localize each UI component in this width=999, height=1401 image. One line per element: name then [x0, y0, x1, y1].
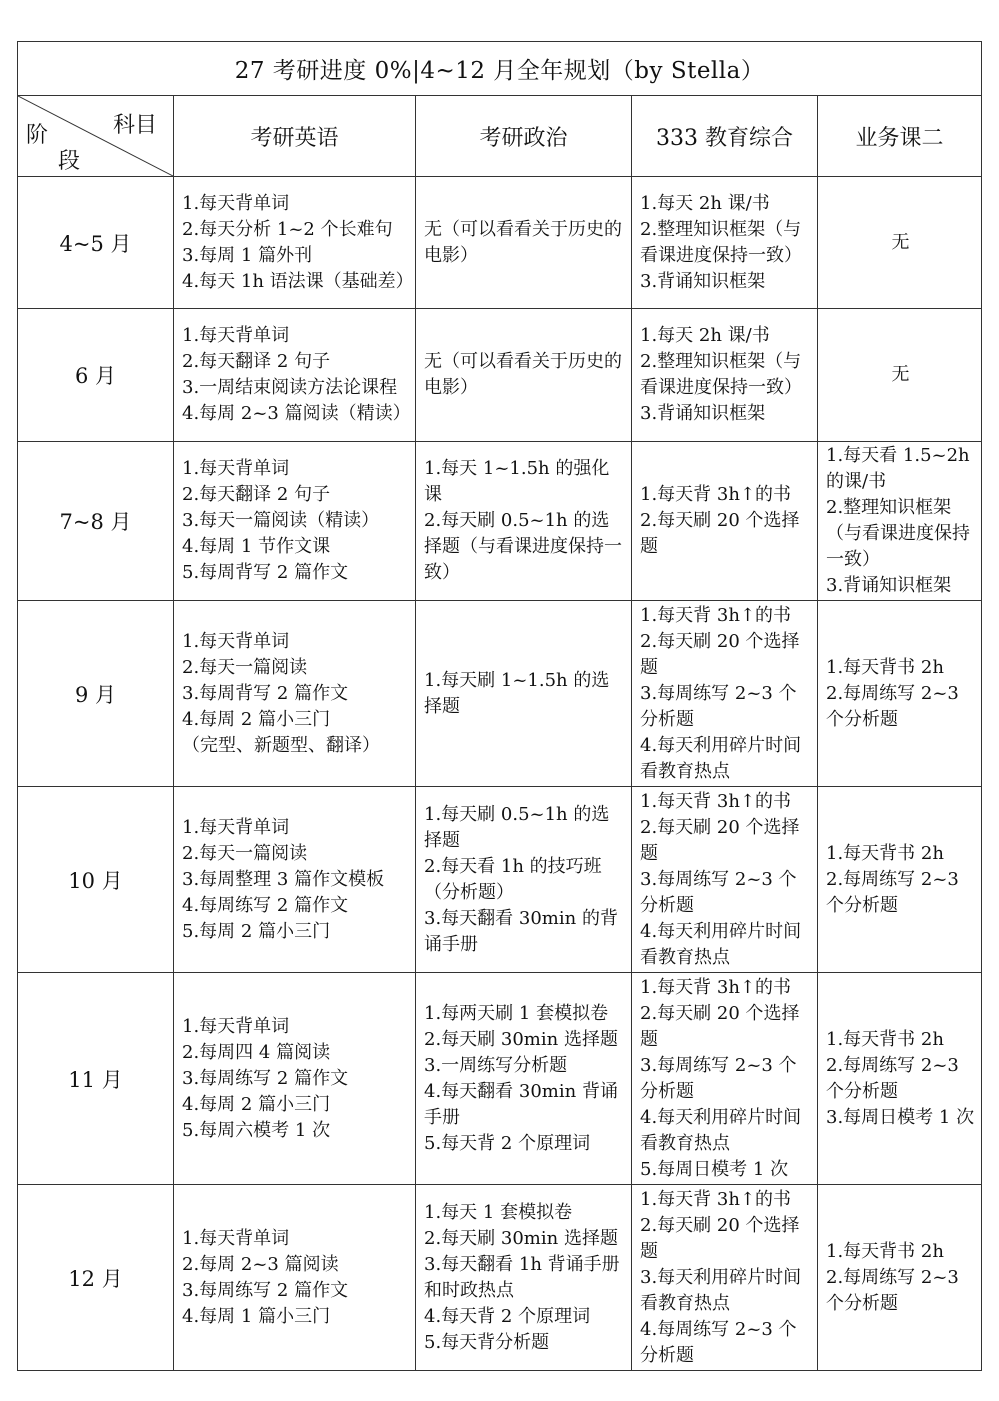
plan-item: 3.每周练写 2 篇作文 [182, 1279, 349, 1301]
plan-item: 无 [891, 364, 910, 385]
plan-item: 4.每周练写 2~3 个分析题 [640, 1318, 797, 1366]
month-row [18, 601, 982, 787]
plan-item: 无（可以看看关于历史的电影） [424, 351, 622, 398]
plan-item: 2.每周练写 2~3 个分析题 [826, 1054, 959, 1102]
subject-header-education-333: 333 教育综合 [632, 96, 818, 177]
subject-header-specialty-2: 业务课二 [818, 96, 982, 177]
month-row [18, 442, 982, 601]
plan-item: 4.每天翻看 30min 背诵手册 [424, 1080, 618, 1128]
plan-item: 4.每周 2~3 篇阅读（精读） [182, 403, 411, 424]
plan-cell-education-333 [632, 442, 818, 601]
plan-item: 1.每天背书 2h [826, 1028, 944, 1050]
plan-item: 2.每天刷 20 个选择题 [640, 630, 800, 678]
corner-header-cell [18, 96, 174, 177]
plan-item: 1.每天背 3h↑的书 [640, 976, 792, 998]
plan-item: 2.每天刷 0.5~1h 的选择题（与看课进度保持一致） [424, 510, 622, 583]
plan-item: 2.每天一篇阅读 [182, 656, 308, 678]
plan-item: 3.每周练写 2~3 个分析题 [640, 1054, 797, 1102]
plan-cell-specialty-2 [818, 973, 982, 1185]
plan-item: 4.每天 1h 语法课（基础差） [182, 270, 414, 292]
plan-item: 3.背诵知识框架 [640, 270, 766, 292]
plan-item: 1.每天背单词 [182, 458, 290, 479]
plan-item: 1.每天背单词 [182, 192, 290, 214]
plan-cell-politics [416, 1185, 632, 1371]
plan-cell-politics [416, 973, 632, 1185]
plan-item: 5.每天背 2 个原理词 [424, 1132, 591, 1154]
month-row [18, 177, 982, 309]
plan-cell-specialty-2 [818, 787, 982, 973]
plan-item: 3.背诵知识框架 [826, 575, 952, 596]
plan-item: 2.每天刷 30min 选择题 [424, 1227, 618, 1249]
subject-header-politics: 考研政治 [416, 96, 632, 177]
plan-item: 5.每周 2 篇小三门 [182, 920, 331, 942]
plan-cell-specialty-2 [818, 177, 982, 309]
plan-cell-english [174, 1185, 416, 1371]
plan-cell-specialty-2 [818, 309, 982, 442]
plan-item: 1.每天背单词 [182, 325, 290, 346]
plan-item: 2.每天刷 20 个选择题 [640, 1002, 800, 1050]
plan-item: 3.每周练写 2~3 个分析题 [640, 682, 797, 730]
plan-cell-education-333 [632, 973, 818, 1185]
plan-item: 1.每天看 1.5~2h 的课/书 [826, 445, 970, 492]
plan-item: 2.每周练写 2~3 个分析题 [826, 682, 959, 730]
plan-cell-english [174, 442, 416, 601]
plan-item: 1.每天背书 2h [826, 656, 944, 678]
plan-item: 1.每天背 3h↑的书 [640, 790, 792, 812]
plan-item: 1.每天背单词 [182, 816, 290, 838]
plan-item: 3.每天翻看 30min 的背诵手册 [424, 907, 618, 955]
plan-item: 3.每周练写 2 篇作文 [182, 1067, 349, 1089]
month-row [18, 787, 982, 973]
plan-item: 1.每天背单词 [182, 1227, 290, 1249]
plan-item: 1.每天 1~1.5h 的强化课 [424, 458, 610, 505]
plan-cell-politics [416, 787, 632, 973]
plan-cell-specialty-2 [818, 1185, 982, 1371]
plan-item: 1.每天 2h 课/书 [640, 325, 770, 346]
plan-item: 2.每天刷 20 个选择题 [640, 816, 800, 864]
plan-item: 2.整理知识框架（与看课进度保持一致） [640, 218, 802, 266]
corner-stage-label-char-2: 段 [58, 149, 81, 174]
stage-label: 11 月 [18, 973, 174, 1185]
plan-item: 2.每天翻译 2 句子 [182, 484, 331, 505]
plan-cell-politics [416, 601, 632, 787]
plan-item: 3.每天利用碎片时间看教育热点 [640, 1266, 802, 1314]
plan-item: 1.每天背书 2h [826, 1240, 944, 1262]
month-row [18, 309, 982, 442]
plan-item: 5.每天背分析题 [424, 1331, 550, 1353]
corner-subject-label: 科目 [112, 113, 157, 138]
plan-item: 4.每天利用碎片时间看教育热点 [640, 734, 802, 782]
plan-cell-education-333 [632, 787, 818, 973]
plan-item: 1.每天刷 1~1.5h 的选择题 [424, 669, 610, 717]
plan-item: 2.每天刷 20 个选择题 [640, 1214, 800, 1262]
plan-cell-education-333 [632, 177, 818, 309]
plan-cell-politics [416, 309, 632, 442]
plan-item: 3.一周练写分析题 [424, 1054, 568, 1076]
plan-item: 3.每周练写 2~3 个分析题 [640, 868, 797, 916]
plan-cell-english [174, 787, 416, 973]
plan-item: 1.每天 1 套模拟卷 [424, 1201, 573, 1223]
plan-cell-education-333 [632, 1185, 818, 1371]
subject-header-english: 考研英语 [174, 96, 416, 177]
stage-label: 9 月 [18, 601, 174, 787]
plan-cell-education-333 [632, 309, 818, 442]
stage-label: 12 月 [18, 1185, 174, 1371]
corner-stage-label-char-1: 阶 [26, 123, 49, 148]
plan-item: 2.每天看 1h 的技巧班（分析题） [424, 855, 602, 903]
stage-label: 4~5 月 [18, 177, 174, 309]
plan-cell-english [174, 601, 416, 787]
plan-item: 无 [891, 231, 910, 253]
plan-item: 2.每天刷 30min 选择题 [424, 1028, 618, 1050]
plan-cell-specialty-2 [818, 601, 982, 787]
stage-label: 7~8 月 [18, 442, 174, 601]
plan-item: 1.每天背书 2h [826, 842, 944, 864]
plan-cell-english [174, 309, 416, 442]
plan-item: 1.每天背 3h↑的书 [640, 484, 792, 505]
plan-item: 1.每天刷 0.5~1h 的选择题 [424, 803, 610, 851]
plan-item: 4.每周 2 篇小三门 [182, 708, 331, 730]
plan-item: 5.每周背写 2 篇作文 [182, 562, 349, 583]
plan-cell-english [174, 177, 416, 309]
stage-label: 6 月 [18, 309, 174, 442]
plan-item: 5.每周六模考 1 次 [182, 1119, 331, 1141]
plan-item: 2.每周练写 2~3 个分析题 [826, 868, 959, 916]
plan-item: 2.每天翻译 2 句子 [182, 351, 331, 372]
plan-cell-specialty-2 [818, 442, 982, 601]
plan-item: 1.每天背 3h↑的书 [640, 604, 792, 626]
table-title: 27 考研进度 0%|4~12 月全年规划（by Stella） [18, 42, 982, 96]
header-row [18, 96, 982, 177]
plan-item: 3.每周整理 3 篇作文模板 [182, 868, 385, 890]
plan-item: 2.整理知识框架（与看课进度保持一致） [640, 351, 802, 398]
plan-cell-politics [416, 442, 632, 601]
plan-item: 4.每周练写 2 篇作文 [182, 894, 349, 916]
plan-item: 3.每周背写 2 篇作文 [182, 682, 349, 704]
plan-item: 1.每天背单词 [182, 1015, 290, 1037]
plan-item: 1.每天 2h 课/书 [640, 192, 770, 214]
plan-item: 1.每天背 3h↑的书 [640, 1188, 792, 1210]
plan-cell-english [174, 973, 416, 1185]
stage-label: 10 月 [18, 787, 174, 973]
plan-item: 4.每天利用碎片时间看教育热点 [640, 1106, 802, 1154]
plan-item: 2.每天分析 1~2 个长难句 [182, 218, 393, 240]
plan-item: 3.一周结束阅读方法论课程 [182, 377, 398, 398]
plan-item: 3.每天翻看 1h 背诵手册和时政热点 [424, 1253, 620, 1301]
plan-item: 2.整理知识框架（与看课进度保持一致） [826, 497, 970, 570]
plan-cell-politics [416, 177, 632, 309]
plan-item: 2.每天刷 20 个选择题 [640, 510, 800, 557]
plan-item: 5.每周日模考 1 次 [640, 1158, 789, 1180]
plan-item: 1.每两天刷 1 套模拟卷 [424, 1002, 609, 1024]
plan-item: 无（可以看看关于历史的电影） [424, 218, 622, 266]
plan-item: 3.每周日模考 1 次 [826, 1106, 975, 1128]
plan-item: 3.每天一篇阅读（精读） [182, 510, 380, 531]
plan-item: 2.每周 2~3 篇阅读 [182, 1253, 339, 1275]
plan-item: 3.背诵知识框架 [640, 403, 766, 424]
study-plan-table [17, 41, 982, 1371]
month-row [18, 973, 982, 1185]
plan-cell-education-333 [632, 601, 818, 787]
plan-item: 1.每天背单词 [182, 630, 290, 652]
month-row [18, 1185, 982, 1371]
plan-item: （完型、新题型、翻译） [182, 734, 380, 756]
plan-item: 4.每天利用碎片时间看教育热点 [640, 920, 802, 968]
plan-item: 2.每天一篇阅读 [182, 842, 308, 864]
plan-item: 4.每天背 2 个原理词 [424, 1305, 591, 1327]
plan-item: 4.每周 1 节作文课 [182, 536, 331, 557]
plan-item: 4.每周 1 篇小三门 [182, 1305, 331, 1327]
plan-item: 4.每周 2 篇小三门 [182, 1093, 331, 1115]
plan-item: 2.每周四 4 篇阅读 [182, 1041, 331, 1063]
plan-item: 3.每周 1 篇外刊 [182, 244, 313, 266]
plan-item: 2.每周练写 2~3 个分析题 [826, 1266, 959, 1314]
